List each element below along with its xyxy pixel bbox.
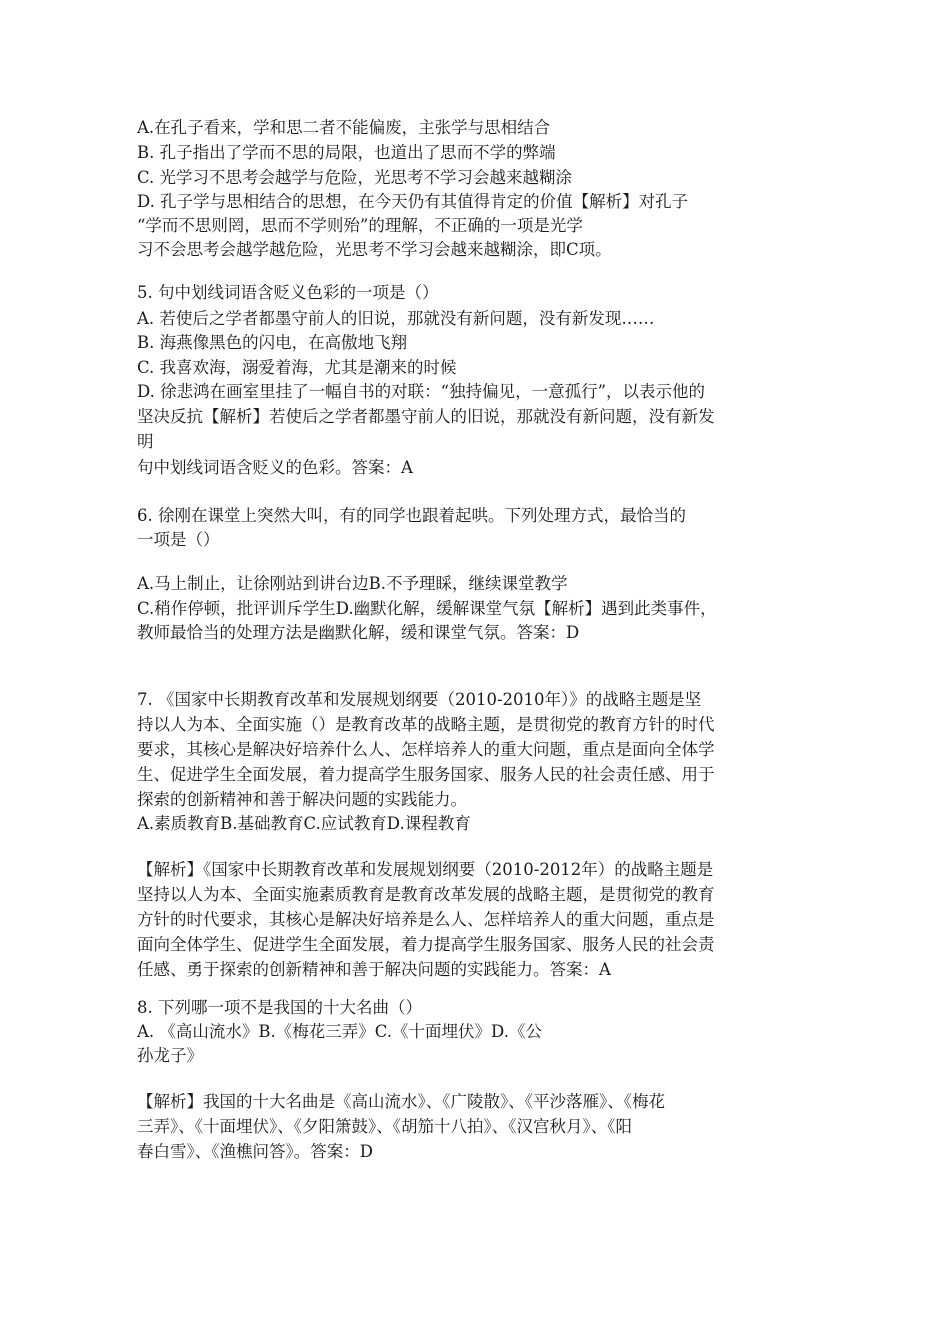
q8-options: A. 《高山流水》B.《梅花三弄》C.《十面埋伏》D.《公 <box>137 1022 542 1041</box>
q4-analysis: 习不会思考会越学越危险，光思考不学习会越来越糊涂，即C项。 <box>137 240 612 259</box>
q5-option-a: A. 若使后之学者都墨守前人的旧说，那就没有新问题，没有新发现…… <box>137 309 655 328</box>
q5-analysis: 句中划线词语含贬义的色彩。答案：A <box>137 458 413 477</box>
q6-stem-cont: 一项是（） <box>137 530 220 549</box>
q4-option-d: D. 孔子学与思相结合的思想，在今天仍有其值得肯定的价值【解析】对孔子 <box>137 192 689 211</box>
q7-stem-cont1: 持以人为本、全面实施（）是教育改革的战略主题，是贯彻党的教育方针的时代 <box>137 715 715 734</box>
q4-option-b: B. 孔子指出了学而不思的局限，也道出了思而不学的弊端 <box>137 143 556 162</box>
q6-analysis: 教师最恰当的处理方法是幽默化解，缓和课堂气氛。答案：D <box>137 623 580 642</box>
q7-stem-cont4: 探索的创新精神和善于解决问题的实践能力。 <box>137 790 467 809</box>
q7-stem: 7. 《国家中长期教育改革和发展规划纲要（2010-2010年）》的战略主题是坚 <box>137 690 702 709</box>
q7-analysis-cont1: 坚持以人为本、全面实施素质教育是教育改革发展的战略主题，是贯彻党的教育 <box>137 885 715 904</box>
q5-stem: 5. 句中划线词语含贬义色彩的一项是（） <box>137 283 439 302</box>
q5-option-b: B. 海燕像黑色的闪电，在高傲地飞翔 <box>137 333 408 352</box>
q7-stem-cont2: 要求，其核心是解决好培养什么人、怎样培养人的重大问题，重点是面向全体学 <box>137 740 715 759</box>
q7-stem-cont3: 生、促进学生全面发展，着力提高学生服务国家、服务人民的社会责任感、用于 <box>137 765 715 784</box>
q8-stem: 8. 下列哪一项不是我国的十大名曲（） <box>137 998 422 1017</box>
q7-analysis: 【解析】《国家中长期教育改革和发展规划纲要（2010-2012年）的战略主题是 <box>137 860 714 879</box>
q7-analysis-cont4: 任感、勇于探索的创新精神和善于解决问题的实践能力。答案：A <box>137 960 611 979</box>
q8-analysis: 【解析】我国的十大名曲是《高山流水》、《广陵散》、《平沙落雁》、《梅花 <box>137 1092 665 1111</box>
q6-stem: 6. 徐刚在课堂上突然大叫，有的同学也跟着起哄。下列处理方式，最恰当的 <box>137 506 686 525</box>
q8-options-cont: 孙龙子》 <box>137 1046 203 1065</box>
q7-options: A.素质教育B.基础教育C.应试教育D.课程教育 <box>137 814 471 833</box>
q4-option-d-cont: “学而不思则罔，思而不学则殆”的理解，不正确的一项是光学 <box>137 216 583 235</box>
q7-analysis-cont3: 面向全体学生、促进学生全面发展，着力提高学生服务国家、服务人民的社会责 <box>137 935 715 954</box>
q6-options: A.马上制止，让徐刚站到讲台边B.不予理睬，继续课堂教学 <box>137 574 568 593</box>
q5-option-d-cont: 坚决反抗【解析】若使后之学者都墨守前人的旧说，那就没有新问题，没有新发 <box>137 407 715 426</box>
q6-options-cont: C.稍作停顿，批评训斥学生D.幽默化解，缓解课堂气氛【解析】遇到此类事件， <box>137 599 717 618</box>
q4-option-c: C. 光学习不思考会越学与危险，光思考不学习会越来越糊涂 <box>137 168 573 187</box>
q4-option-a: A.在孔子看来，学和思二者不能偏废，主张学与思相结合 <box>137 118 551 137</box>
q8-analysis-cont2: 春白雪》、《渔樵问答》。答案：D <box>137 1142 373 1161</box>
q5-option-d-cont2: 明 <box>137 432 154 451</box>
q8-analysis-cont1: 三弄》、《十面埋伏》、《夕阳箫鼓》、《胡笳十八拍》、《汉宫秋月》、《阳 <box>137 1117 632 1136</box>
q7-analysis-cont2: 方针的时代要求，其核心是解决好培养是么人、怎样培养人的重大问题，重点是 <box>137 910 715 929</box>
q5-option-d: D. 徐悲鸿在画室里挂了一幅自书的对联：“独持偏见，一意孤行”，以表示他的 <box>137 382 706 401</box>
q5-option-c: C. 我喜欢海，溺爱着海，尤其是潮来的时候 <box>137 358 457 377</box>
